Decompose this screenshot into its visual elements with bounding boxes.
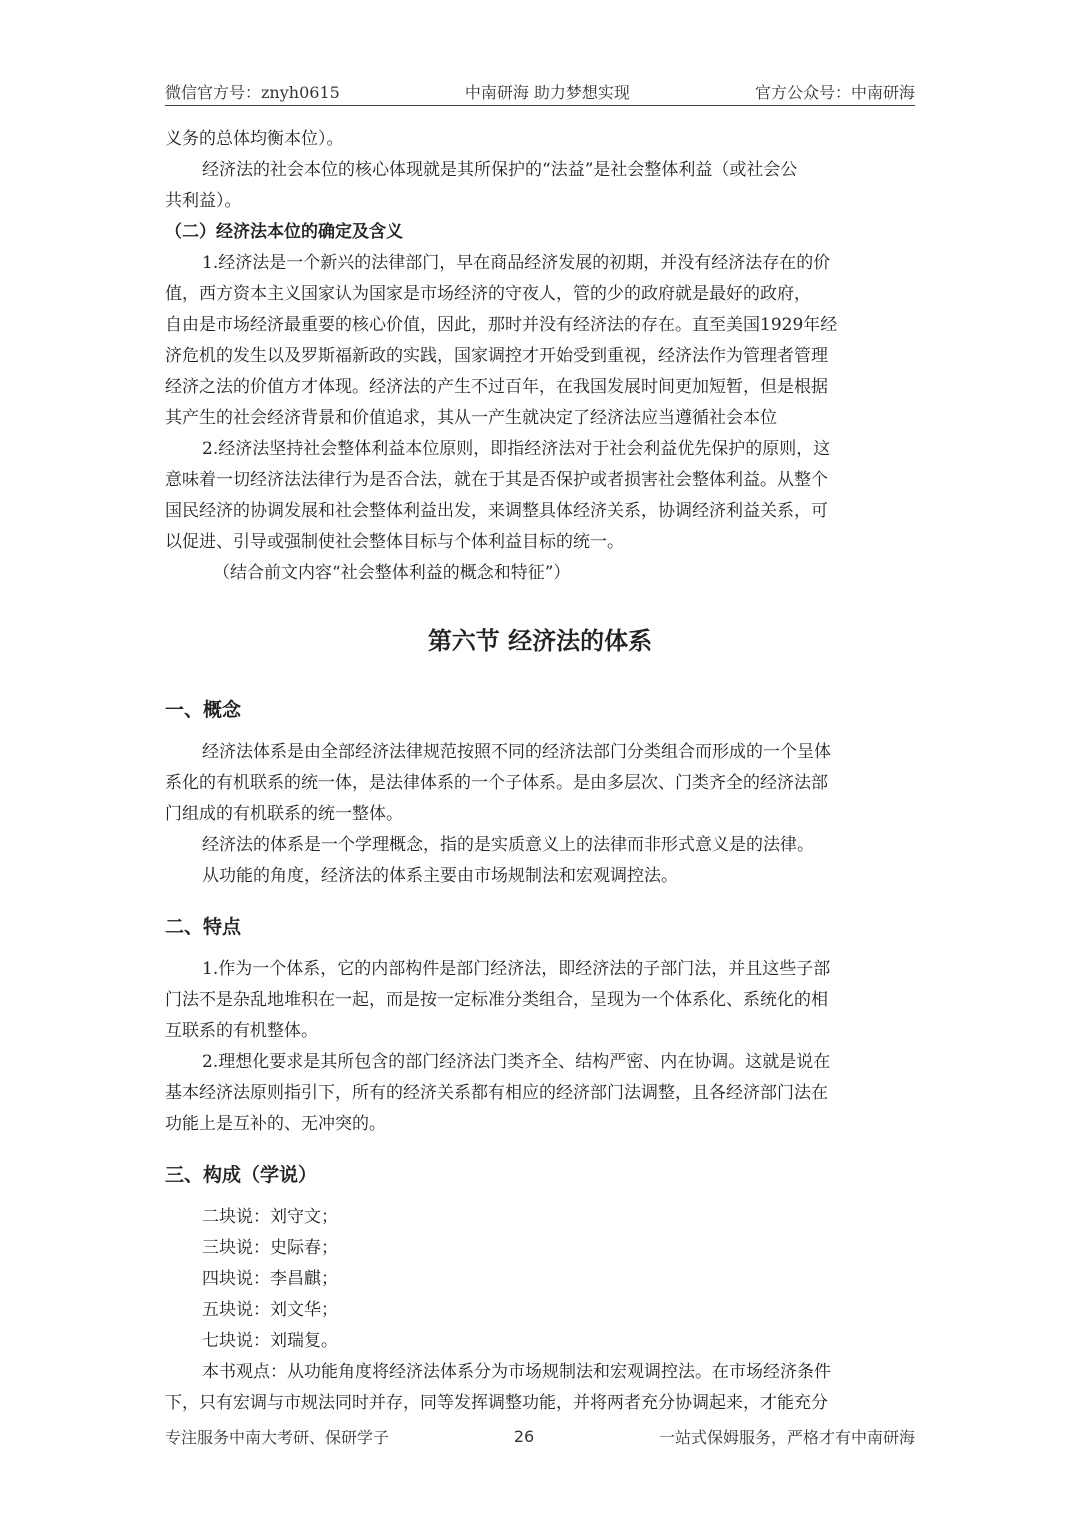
section-title: 第六节 经济法的体系 [427, 627, 653, 655]
paragraph-3 [165, 434, 915, 558]
theory-list [165, 1202, 915, 1357]
text-line: 经济法体系是由全部经济法律规范按照不同的经济法部门分类组合而形成的一个呈体 [202, 742, 831, 762]
note-line: （结合前文内容“社会整体利益的概念和特征”） [213, 563, 571, 583]
text-line: 自由是市场经济最重要的核心价值，因此，那时并没有经济法的存在。直至美国1929年经 [165, 315, 838, 335]
paragraph-1 [165, 155, 915, 217]
header-divider [165, 105, 915, 106]
text-line: 国民经济的协调发展和社会整体利益出发，来调整具体经济关系，协调经济利益关系，可 [165, 501, 828, 521]
text-line: 门法不是杂乱地堆积在一起，而是按一定标准分类组合，呈现为一个体系化、系统化的相 [165, 990, 828, 1010]
paragraph-0 [165, 124, 915, 155]
list-item: 二块说：刘守文； [202, 1207, 338, 1227]
text-line: 共利益）。 [165, 191, 242, 211]
text-line: 1.经济法是一个新兴的法律部门，早在商品经济发展的初期，并没有经济法存在的价 [202, 253, 831, 273]
text-line: 经济法的社会本位的核心体现就是其所保护的“法益”是社会整体利益（或社会公 [202, 160, 798, 180]
list-item: 七块说：刘瑞复。 [202, 1331, 338, 1351]
page-header [165, 78, 915, 104]
text-line: 值，西方资本主义国家认为国家是市场经济的守夜人，管的少的政府就是最好的政府， [165, 284, 811, 304]
heading-features: 二、特点 [165, 916, 242, 938]
sub-heading: （二）经济法本位的确定及含义 [165, 222, 403, 242]
text-line: 济危机的发生以及罗斯福新政的实践，国家调控才开始受到重视，经济法作为管理者管理 [165, 346, 828, 366]
text-line: 本书观点：从功能角度将经济法体系分为市场规制法和宏观调控法。在市场经济条件 [202, 1362, 831, 1382]
header-wechat-id: 微信官方号：znyh0615 [165, 82, 340, 102]
text-line: 1.作为一个体系，它的内部构件是部门经济法，即经济法的子部门法，并且这些子部 [202, 959, 831, 979]
text-line: 2.理想化要求是其所包含的部门经济法门类齐全、结构严密、内在协调。这就是说在 [202, 1052, 831, 1072]
heading-concept: 一、概念 [165, 699, 242, 721]
paragraph-4 [165, 737, 915, 830]
list-item: 四块说：李昌麒； [202, 1269, 338, 1289]
text-line: 意味着一切经济法法律行为是否合法，就在于其是否保护或者损害社会整体利益。从整个 [165, 470, 828, 490]
header-official-account: 官方公众号：中南研海 [754, 82, 915, 102]
text-line: 以促进、引导或强制使社会整体目标与个体利益目标的统一。 [165, 532, 624, 552]
text-line: 下，只有宏调与市规法同时并存，同等发挥调整功能，并将两者充分协调起来，才能充分 [165, 1393, 828, 1413]
footer-left-text: 专注服务中南大考研、保研学子 [165, 1427, 390, 1447]
paragraph-7 [165, 954, 915, 1047]
page-number: 26 [513, 1426, 535, 1446]
text-line: 门组成的有机联系的统一整体。 [165, 804, 403, 824]
footer-right-text: 一站式保姆服务，严格才有中南研海 [658, 1427, 915, 1447]
heading-composition: 三、构成（学说） [165, 1164, 318, 1186]
paragraph-2 [165, 248, 915, 434]
text-line: 其产生的社会经济背景和价值追求，其从一产生就决定了经济法应当遵循社会本位 [165, 408, 777, 428]
header-slogan: 中南研海 助力梦想实现 [464, 82, 630, 102]
text-line: 系化的有机联系的统一体，是法律体系的一个子体系。是由多层次、门类齐全的经济法部 [165, 773, 828, 793]
text-line: 互联系的有机整体。 [165, 1021, 318, 1041]
text-line: 功能上是互补的、无冲突的。 [165, 1114, 386, 1134]
paragraph-8 [165, 1047, 915, 1140]
paragraph-6: 从功能的角度，经济法的体系主要由市场规制法和宏观调控法。 [202, 866, 678, 886]
text-line: 义务的总体均衡本位）。 [165, 129, 344, 149]
text-line: 2.经济法坚持社会整体利益本位原则，即指经济法对于社会利益优先保护的原则，这 [202, 439, 831, 459]
list-item: 五块说：刘文华； [202, 1300, 338, 1320]
list-item: 三块说：史际春； [202, 1238, 338, 1258]
paragraph-5: 经济法的体系是一个学理概念，指的是实质意义上的法律而非形式意义是的法律。 [202, 835, 814, 855]
page-footer [165, 1424, 915, 1448]
text-line: 经济之法的价值方才体现。经济法的产生不过百年，在我国发展时间更加短暂，但是根据 [165, 377, 828, 397]
text-line: 基本经济法原则指引下，所有的经济关系都有相应的经济部门法调整，且各经济部门法在 [165, 1083, 828, 1103]
paragraph-9 [165, 1357, 915, 1419]
page-content [165, 124, 915, 1419]
